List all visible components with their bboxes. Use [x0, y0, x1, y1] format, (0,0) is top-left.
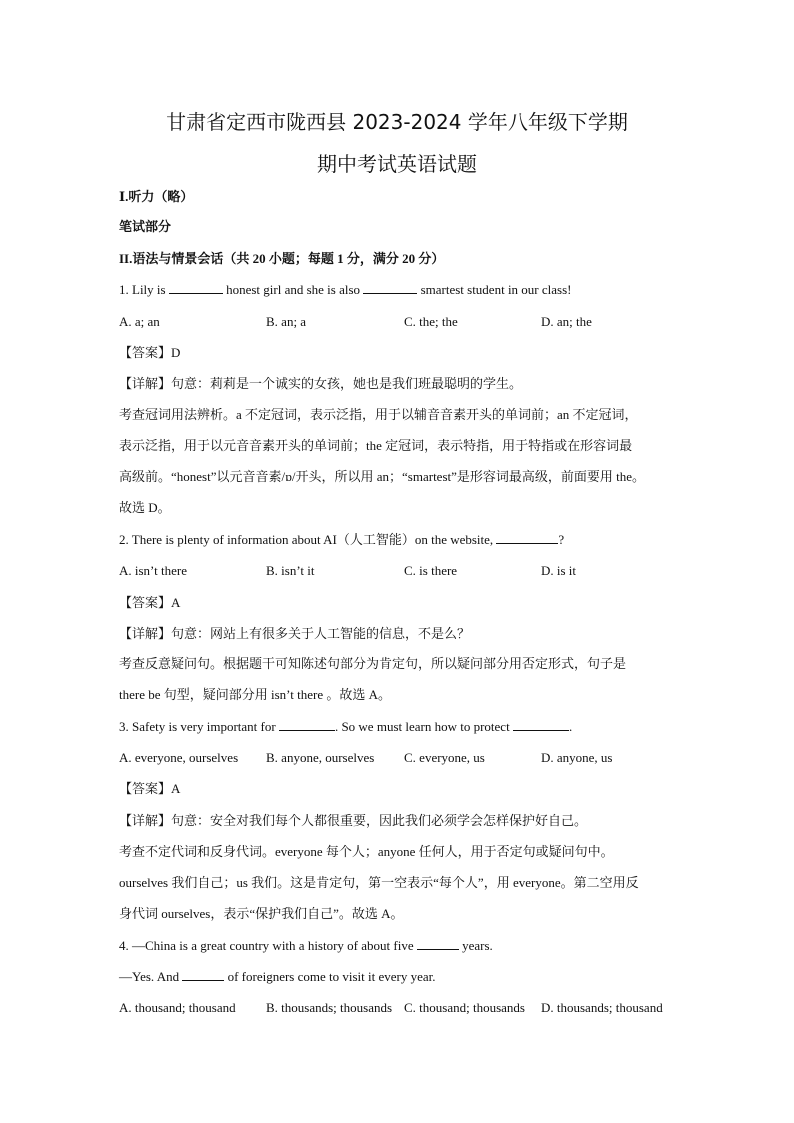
option-d: D. an; the: [541, 314, 592, 329]
question-text: years.: [458, 938, 493, 953]
explanation-line: 【详解】句意：网站上有很多关于人工智能的信息，不是么？: [119, 626, 471, 641]
explanation-line: 故选 D。: [119, 500, 171, 515]
answer-blank: [496, 531, 558, 544]
question-text: of foreigners come to visit it every year.: [224, 969, 436, 984]
option-c: C. thousand; thousands: [404, 1000, 525, 1015]
section-listening: Ⅰ.听力（略）: [119, 189, 194, 204]
question-text: smartest student in our class!: [417, 282, 572, 297]
option-b: B. isn’t it: [266, 563, 315, 578]
question-text: —Yes. And: [119, 969, 183, 984]
question-4: [119, 937, 493, 954]
question-text: .: [568, 719, 573, 734]
option-c: C. everyone, us: [404, 750, 485, 765]
question-2: [119, 531, 564, 548]
option-d: D. anyone, us: [541, 750, 613, 765]
answer-blank: [279, 718, 335, 731]
question-4-reply: [119, 968, 436, 985]
explanation-line: 表示泛指，用于以元音音素开头的单词前；the 定冠词，表示特指，用于特指或在形容词最: [119, 438, 633, 453]
option-b: B. anyone, ourselves: [266, 750, 375, 765]
answer-label: 【答案】D: [119, 345, 181, 360]
question-3: [119, 718, 572, 735]
explanation-line: 【详解】句意：莉莉是一个诚实的女孩，她也是我们班最聪明的学生。: [119, 376, 523, 391]
option-a: A. a; an: [119, 314, 160, 329]
option-a: A. everyone, ourselves: [119, 750, 239, 765]
explanation-line: ourselves 我们自己；us 我们。这是肯定句，第一空表示“每个人”，用 everyone。第二空用反: [119, 875, 639, 890]
answer-blank: [513, 718, 569, 731]
option-d: D. is it: [541, 563, 577, 578]
option-c: C. the; the: [404, 314, 458, 329]
answer-blank: [363, 281, 417, 294]
page-subtitle: 期中考试英语试题: [317, 152, 477, 176]
answer-blank: [169, 281, 223, 294]
page-title: 甘肃省定西市陇西县 2023-2024 学年八年级下学期: [166, 110, 628, 134]
explanation-line: 身代词 ourselves，表示“保护我们自己”。故选 A。: [119, 906, 404, 921]
section-grammar: II.语法与情景会话（共 20 小题；每题 1 分，满分 20 分）: [119, 251, 445, 266]
option-b: B. thousands; thousands: [266, 1000, 393, 1015]
option-a: A. isn’t there: [119, 563, 187, 578]
explanation-line: 考查冠词用法辨析。a 不定冠词，表示泛指，用于以辅音音素开头的单词前；an 不定冠词，: [119, 407, 638, 422]
explanation-line: 【详解】句意：安全对我们每个人都很重要，因此我们必须学会怎样保护好自己。: [119, 813, 588, 828]
question-text: honest girl and she is also: [222, 282, 364, 297]
explanation-line: 考查不定代词和反身代词。everyone 每个人；anyone 任何人，用于否定句或疑问句中。: [119, 844, 614, 859]
question-1: [119, 281, 571, 298]
option-d: D. thousands; thousand: [541, 1000, 663, 1015]
question-text: . So we must learn how to protect: [334, 719, 513, 734]
answer-blank: [182, 968, 224, 981]
question-text: 4. —China is a great country with a history of about five: [119, 938, 417, 953]
option-b: B. an; a: [266, 314, 307, 329]
answer-label: 【答案】A: [119, 781, 181, 796]
option-a: A. thousand; thousand: [119, 1000, 236, 1015]
answer-label: 【答案】A: [119, 595, 181, 610]
question-text: 3. Safety is very important for: [119, 719, 279, 734]
section-written: 笔试部分: [119, 219, 172, 234]
question-text: 2. There is plenty of information about AI（人工智能）on the website,: [119, 532, 497, 547]
answer-blank: [417, 937, 459, 950]
question-text: ?: [558, 532, 565, 547]
question-text: 1. Lily is: [119, 282, 169, 297]
option-c: C. is there: [404, 563, 458, 578]
explanation-line: 考查反意疑问句。根据题干可知陈述句部分为肯定句，所以疑问部分用否定形式，句子是: [119, 656, 627, 671]
explanation-line: there be 句型，疑问部分用 isn’t there 。故选 A。: [119, 687, 391, 702]
explanation-line: 高级前。“honest”以元音音素/ɒ/开头，所以用 an；“smartest”是形容词最高级，前面要用 the。: [119, 469, 646, 484]
